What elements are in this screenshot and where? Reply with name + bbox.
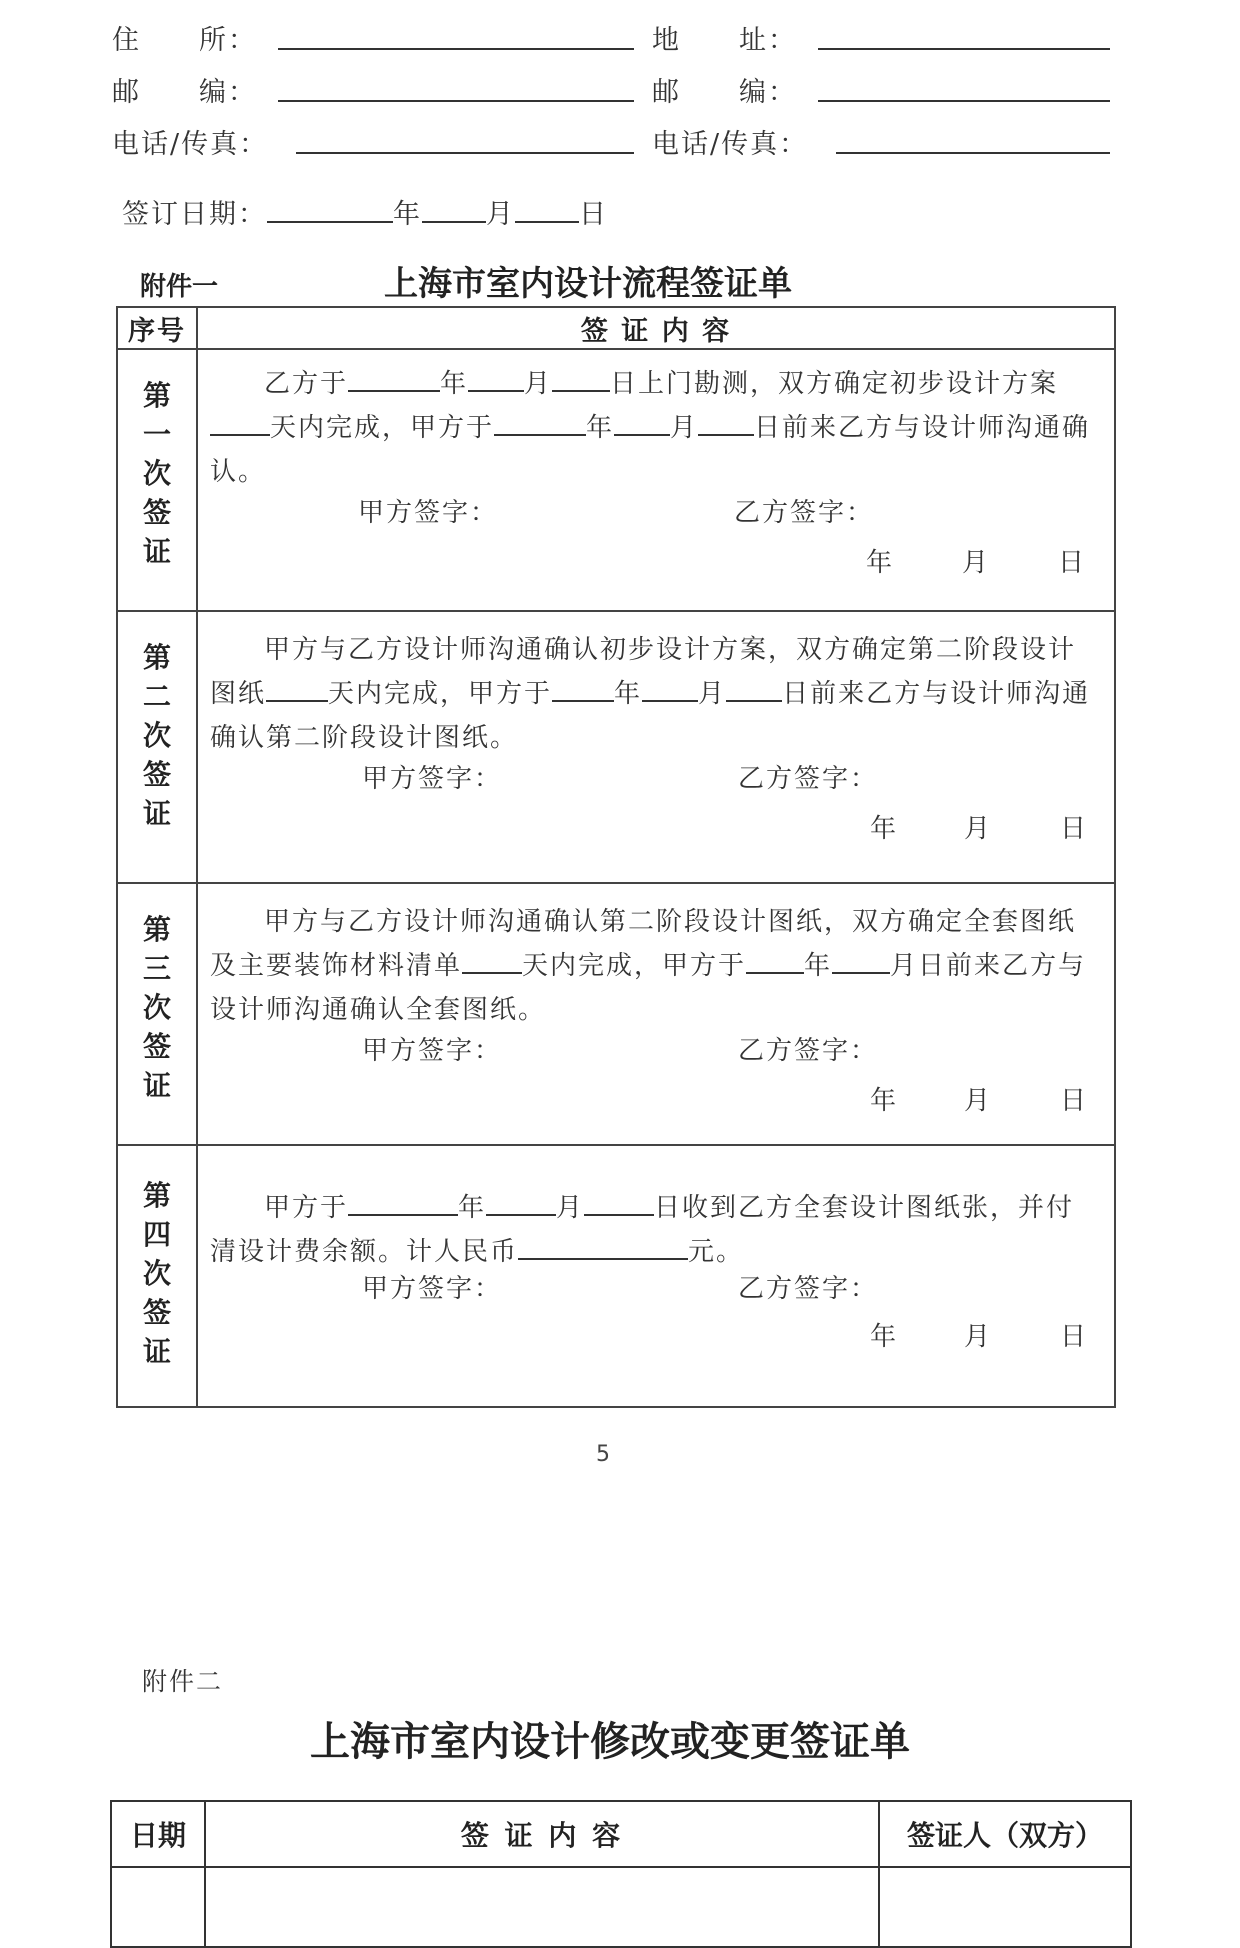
signature-row	[198, 1032, 1114, 1076]
col-content-header: 签 证 内 容	[197, 307, 1115, 349]
date-cell[interactable]	[111, 1867, 205, 1947]
party-a-phone-label: 电话/传真：	[112, 129, 269, 160]
blank-field[interactable]	[462, 944, 522, 974]
table-row	[117, 1145, 1115, 1407]
sign-date-year-unit: 年	[393, 199, 422, 230]
row-seq-label: 第四次签证	[142, 1179, 171, 1368]
party-b-address-label: 地 址：	[652, 25, 797, 56]
table-row	[111, 1867, 1131, 1947]
row-seq-label: 第一次签证	[142, 379, 171, 568]
table-row	[117, 611, 1115, 883]
design-process-visa-table	[116, 306, 1116, 1408]
signature-row	[198, 1274, 1114, 1318]
row-content-text: 甲方与乙方设计师沟通确认初步设计方案，双方确定第二阶段设计图纸 天内完成，甲方于 年 月 日前来乙方与设计师沟通确认第二阶段设计图纸。	[210, 635, 1091, 753]
signature-row	[198, 760, 1114, 804]
sign-date-row	[122, 192, 608, 231]
party-b-signature[interactable]: 乙方签字：	[738, 1274, 879, 1304]
party-b-postcode-field[interactable]	[818, 100, 1110, 102]
blank-field[interactable]	[726, 672, 782, 702]
blank-field[interactable]	[348, 362, 440, 392]
signer-cell[interactable]	[879, 1867, 1131, 1947]
party-a-signature[interactable]: 甲方签字：	[362, 1036, 503, 1066]
attachment2-title: 上海市室内设计修改或变更签证单	[310, 1719, 910, 1765]
row-seq-label: 第三次签证	[142, 913, 171, 1102]
party-a-signature[interactable]: 甲方签字：	[362, 764, 503, 794]
attachment1-label: 附件一	[140, 272, 219, 302]
party-b-postcode-label: 邮 编：	[652, 77, 797, 108]
party-a-signature[interactable]: 甲方签字：	[358, 498, 499, 528]
party-b-signature[interactable]: 乙方签字：	[734, 498, 875, 528]
attachment2-label: 附件二	[142, 1667, 224, 1696]
sign-date-day-field[interactable]	[515, 193, 579, 223]
attachment1-title: 上海市室内设计流程签证单	[384, 264, 792, 304]
party-a-signature[interactable]: 甲方签字：	[362, 1274, 503, 1304]
blank-field[interactable]	[518, 1230, 688, 1260]
signature-row	[198, 494, 1114, 538]
party-a-postcode-field[interactable]	[278, 100, 634, 102]
table-header-row	[111, 1801, 1131, 1867]
blank-field[interactable]	[614, 406, 670, 436]
col-signer-header: 签证人（双方）	[879, 1801, 1131, 1867]
sign-date-month-unit: 月	[486, 199, 515, 230]
party-a-address-label: 住 所：	[112, 25, 257, 56]
sign-date-year-field[interactable]	[267, 193, 393, 223]
party-a-postcode-label: 邮 编：	[112, 77, 257, 108]
row-content-text: 甲方与乙方设计师沟通确认第二阶段设计图纸，双方确定全套图纸及主要装饰材料清单 天内完成，甲方于 年 月日前来乙方与设计师沟通确认全套图纸。	[210, 907, 1087, 1025]
table-header-row	[117, 307, 1115, 349]
blank-field[interactable]	[552, 672, 614, 702]
table-row	[117, 349, 1115, 611]
blank-field[interactable]	[266, 672, 328, 702]
signature-date-row: 年 月 日	[866, 548, 1085, 578]
party-b-signature[interactable]: 乙方签字：	[738, 764, 879, 794]
table-row	[117, 883, 1115, 1145]
sign-date-month-field[interactable]	[422, 193, 486, 223]
signature-date-row: 年 月 日	[870, 1086, 1087, 1116]
col-content-header: 签 证 内 容	[205, 1801, 879, 1867]
signature-date-row: 年 月 日	[870, 814, 1087, 844]
change-visa-table	[110, 1800, 1132, 1948]
col-date-header: 日期	[111, 1801, 205, 1867]
blank-field[interactable]	[552, 362, 610, 392]
party-a-phone-field[interactable]	[296, 152, 634, 154]
page-number: 5	[596, 1442, 610, 1467]
col-seq-header: 序号	[117, 307, 197, 349]
blank-field[interactable]	[494, 406, 586, 436]
party-a-address-field[interactable]	[278, 48, 634, 50]
party-b-signature[interactable]: 乙方签字：	[738, 1036, 879, 1066]
blank-field[interactable]	[210, 406, 270, 436]
blank-field[interactable]	[584, 1186, 654, 1216]
blank-field[interactable]	[642, 672, 698, 702]
blank-field[interactable]	[348, 1186, 458, 1216]
blank-field[interactable]	[832, 944, 890, 974]
content-cell[interactable]	[205, 1867, 879, 1947]
row-seq-label: 第二次签证	[142, 641, 171, 830]
party-b-phone-label: 电话/传真：	[652, 129, 809, 160]
blank-field[interactable]	[468, 362, 524, 392]
sign-date-label: 签订日期：	[122, 199, 267, 230]
blank-field[interactable]	[698, 406, 754, 436]
party-b-phone-field[interactable]	[836, 152, 1110, 154]
signature-date-row: 年 月 日	[870, 1322, 1087, 1352]
party-b-address-field[interactable]	[818, 48, 1110, 50]
blank-field[interactable]	[746, 944, 804, 974]
blank-field[interactable]	[486, 1186, 556, 1216]
row-content-text: 乙方于 年 月 日上门勘测，双方确定初步设计方案天内完成，甲方于 年 月 日前来乙方与设计师沟通确认。	[198, 350, 1114, 494]
sign-date-day-unit: 日	[579, 199, 608, 230]
row-content-text: 甲方于 年 月 日收到乙方全套设计图纸张，并付清设计费余额。计人民币 元。	[198, 1146, 1114, 1274]
